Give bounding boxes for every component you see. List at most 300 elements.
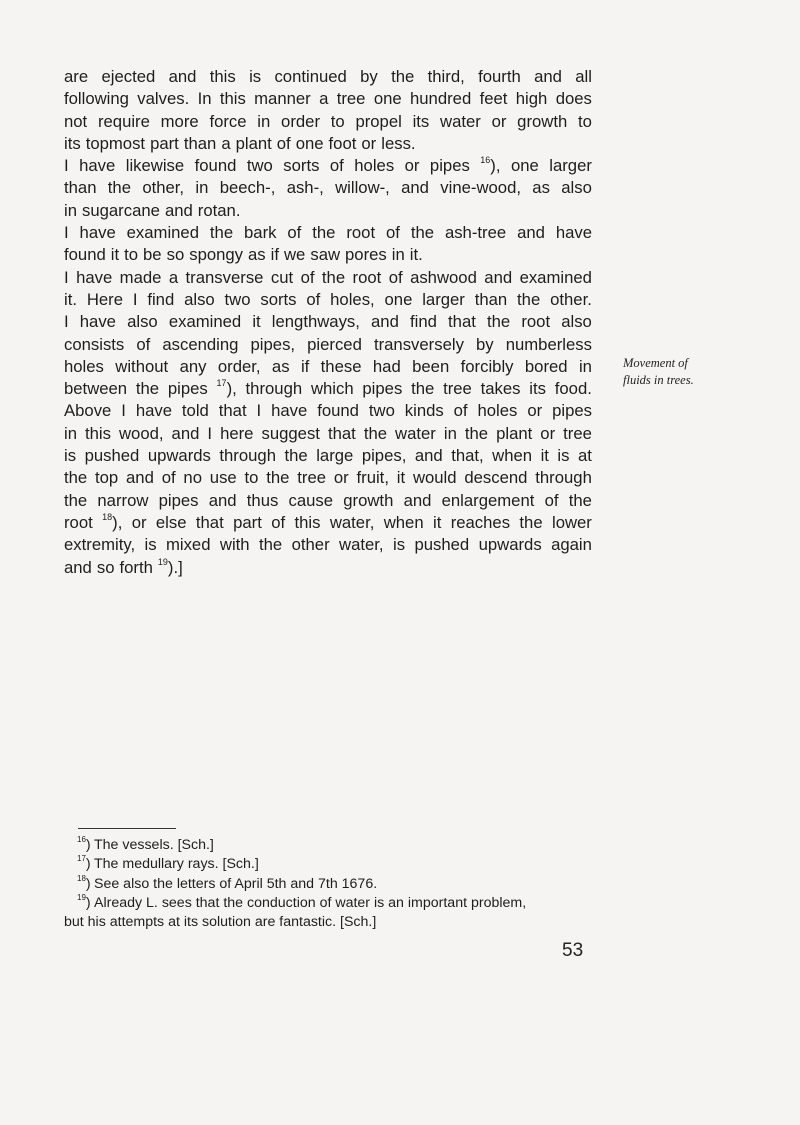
word: two xyxy=(368,401,395,421)
word: so xyxy=(166,245,185,265)
text-line xyxy=(64,378,592,400)
word: one xyxy=(373,89,402,109)
word: lengthways, xyxy=(271,312,360,332)
word: as xyxy=(248,245,266,265)
word: and xyxy=(164,200,193,220)
word: the xyxy=(487,312,511,332)
word: a xyxy=(168,267,179,287)
word: spongy xyxy=(189,245,244,265)
word: the xyxy=(410,223,435,243)
word: saw xyxy=(310,245,341,265)
word: by xyxy=(476,334,494,354)
word: one xyxy=(510,156,539,176)
word: more xyxy=(160,111,199,131)
word: ashwood xyxy=(410,267,477,287)
word: and xyxy=(168,67,197,86)
word: it xyxy=(252,312,261,332)
word: also xyxy=(184,289,215,309)
word: the xyxy=(284,446,308,466)
word: root xyxy=(64,512,93,532)
word: Above xyxy=(64,401,112,421)
footnote-marker: $^{19}$) xyxy=(77,892,91,911)
word: in xyxy=(391,245,405,265)
word: plant xyxy=(496,423,533,443)
word: pipes xyxy=(167,379,208,399)
word: vine-wood, xyxy=(440,178,521,198)
word: the xyxy=(363,423,388,443)
word: found xyxy=(317,401,359,421)
word: food. xyxy=(554,379,592,399)
text-line xyxy=(64,222,592,244)
word: I xyxy=(64,312,69,332)
word: its xyxy=(412,111,430,131)
word: and xyxy=(534,67,562,86)
text-line xyxy=(64,557,592,579)
word: it xyxy=(432,512,442,532)
word: of xyxy=(136,334,151,354)
text-line xyxy=(64,423,592,445)
word: fruit, xyxy=(356,468,389,488)
word: have xyxy=(135,401,172,421)
word: in xyxy=(64,200,77,220)
word: with xyxy=(219,535,250,555)
word: require xyxy=(97,111,150,131)
text-line xyxy=(64,445,592,467)
footnote-ref: 17 xyxy=(216,378,227,389)
word: of xyxy=(306,289,321,309)
word: its xyxy=(64,133,81,153)
word: $^{18}$), xyxy=(102,511,123,532)
word: it xyxy=(110,245,120,265)
word: order xyxy=(281,111,321,131)
word: Here xyxy=(86,289,123,309)
text-line xyxy=(64,177,592,199)
word: any xyxy=(179,356,207,376)
word: pipes xyxy=(429,156,470,176)
word: one xyxy=(384,289,413,309)
text-line xyxy=(64,88,592,110)
word: growth xyxy=(517,111,568,131)
word: force xyxy=(209,111,247,131)
word: pipes xyxy=(552,401,592,421)
word: than xyxy=(183,133,217,153)
word: root xyxy=(521,312,551,332)
word: pipes, xyxy=(361,446,407,466)
word: examined xyxy=(126,223,199,243)
word: is xyxy=(557,446,570,466)
word: of xyxy=(329,156,344,176)
text-line xyxy=(64,267,592,289)
word: tree xyxy=(443,379,472,399)
word: it. xyxy=(409,245,423,265)
word: ash-tree xyxy=(444,223,507,243)
word: other, xyxy=(142,178,185,198)
word: propel xyxy=(355,111,402,131)
word: in xyxy=(64,423,77,443)
word: pipes, xyxy=(250,334,296,354)
text-line xyxy=(64,289,592,311)
word: have xyxy=(271,401,308,421)
word: rotan. xyxy=(197,200,241,220)
text-line xyxy=(64,133,592,155)
word: in xyxy=(195,178,209,198)
word: bored xyxy=(524,356,568,376)
word: are xyxy=(64,67,89,86)
word: or xyxy=(527,401,543,421)
footnote-rule xyxy=(78,828,176,829)
word: also xyxy=(561,178,592,198)
word: that xyxy=(218,401,247,421)
word: examined xyxy=(168,312,242,332)
word: pores xyxy=(345,245,387,265)
word: I xyxy=(256,401,262,421)
word: is xyxy=(144,535,157,555)
word: of xyxy=(271,512,286,532)
word: the xyxy=(568,490,592,510)
text-line xyxy=(64,66,592,88)
word: extremity, xyxy=(64,535,136,555)
word: and xyxy=(484,267,513,287)
word: in xyxy=(578,356,592,376)
word: lower xyxy=(551,512,592,532)
word: this xyxy=(85,423,111,443)
footnote-text: See also the letters of April 5th and 7th 1676. xyxy=(94,875,378,892)
word: so xyxy=(96,557,115,577)
text-line xyxy=(64,534,592,556)
word: pierced xyxy=(307,334,362,354)
word: sorts xyxy=(260,289,297,309)
footnote xyxy=(64,836,592,855)
word: at xyxy=(577,446,592,466)
word: by xyxy=(360,67,378,86)
word: to xyxy=(578,111,592,131)
word: than xyxy=(474,289,508,309)
word: thus xyxy=(246,490,279,510)
word: and xyxy=(208,490,237,510)
footnote-marker: $^{17}$) xyxy=(77,854,91,873)
word: a xyxy=(319,89,329,109)
word: enlargement xyxy=(441,490,535,510)
word: cut xyxy=(270,267,294,287)
margin-note-line: fluids in trees. xyxy=(623,373,694,387)
word: beech-, xyxy=(219,178,276,198)
word: if xyxy=(300,356,310,376)
word: tree xyxy=(336,89,366,109)
word: following xyxy=(64,89,129,109)
word: pushed xyxy=(414,535,470,555)
word: takes xyxy=(480,379,521,399)
word: this xyxy=(294,512,321,532)
word: when xyxy=(383,512,424,532)
word: continued xyxy=(274,67,347,86)
word: root xyxy=(352,267,382,287)
word: through xyxy=(219,446,276,466)
word: this xyxy=(209,67,236,86)
word: I xyxy=(132,289,138,309)
text-line xyxy=(64,467,592,489)
word: the xyxy=(391,67,415,86)
word: root xyxy=(346,223,376,243)
word: ejected xyxy=(101,67,156,86)
footnote-text: The vessels. [Sch.] xyxy=(94,837,214,853)
word: top xyxy=(95,468,119,488)
text-line xyxy=(64,334,592,356)
word: larger xyxy=(422,289,465,309)
word: holes xyxy=(477,401,518,421)
word: the xyxy=(64,490,88,510)
word: foot xyxy=(328,133,357,153)
footnote-ref: 16 xyxy=(480,155,491,166)
word: we xyxy=(284,245,306,265)
word: bark xyxy=(244,223,277,243)
word: that xyxy=(448,312,476,332)
body-text xyxy=(64,66,592,579)
word: the xyxy=(258,535,283,555)
word: I xyxy=(64,267,69,287)
word: holes xyxy=(354,156,395,176)
word: the xyxy=(411,379,435,399)
word: again xyxy=(551,535,592,555)
word: and xyxy=(401,178,429,198)
text-line xyxy=(64,356,592,378)
word: else xyxy=(155,512,187,532)
word: these xyxy=(320,356,362,376)
word: the xyxy=(519,512,543,532)
word: of xyxy=(287,223,302,243)
word: ash-, xyxy=(286,178,324,198)
word: when xyxy=(492,446,533,466)
text-line xyxy=(64,490,592,512)
word: the xyxy=(107,178,131,198)
word: upwards xyxy=(147,446,211,466)
word: in xyxy=(443,423,457,443)
footnote-marker: $^{16}$) xyxy=(77,835,91,853)
word: or xyxy=(404,156,420,176)
word: in xyxy=(257,111,271,131)
footnote xyxy=(64,894,592,913)
word: is xyxy=(249,67,262,86)
word: it xyxy=(540,446,549,466)
word: pipes xyxy=(362,379,403,399)
word: $^{19}$).] xyxy=(157,556,183,577)
word: that xyxy=(327,423,356,443)
word: reaches xyxy=(450,512,511,532)
word: also xyxy=(561,312,592,332)
word: I xyxy=(207,423,213,443)
footnote xyxy=(64,875,592,894)
word: two xyxy=(246,156,273,176)
word: to xyxy=(124,245,139,265)
word: the xyxy=(321,267,346,287)
word: if xyxy=(270,245,279,265)
word: of xyxy=(161,468,176,488)
word: been xyxy=(412,356,450,376)
text-line xyxy=(64,244,592,266)
word: $^{17}$), xyxy=(216,378,237,399)
word: to xyxy=(330,111,345,131)
word: I xyxy=(64,156,69,176)
word: would xyxy=(412,468,457,488)
word: water, xyxy=(329,512,375,532)
footnotes xyxy=(64,836,592,932)
word: wood, xyxy=(119,423,164,443)
word: order, xyxy=(217,356,261,376)
text-line xyxy=(64,155,592,177)
word: other. xyxy=(550,289,592,309)
word: fourth xyxy=(478,67,521,86)
word: pipes xyxy=(158,490,199,510)
word: the xyxy=(464,423,489,443)
word: examined xyxy=(519,267,592,287)
word: that xyxy=(195,512,224,532)
word: consists xyxy=(64,334,125,354)
word: this xyxy=(219,89,246,109)
word: have xyxy=(79,223,116,243)
word: descend xyxy=(464,468,528,488)
word: through xyxy=(535,468,592,488)
word: which xyxy=(310,379,354,399)
word: of xyxy=(388,267,403,287)
text-line xyxy=(64,311,592,333)
word: and xyxy=(414,446,443,466)
word: forcibly xyxy=(460,356,514,376)
word: is xyxy=(392,535,406,555)
word: or xyxy=(540,423,556,443)
word: hundred xyxy=(410,89,472,109)
word: the xyxy=(266,468,290,488)
word: sorts xyxy=(283,156,320,176)
word: I xyxy=(64,223,69,243)
word: than xyxy=(64,178,97,198)
word: without xyxy=(115,356,169,376)
word: or xyxy=(491,111,507,131)
word: kinds xyxy=(404,401,444,421)
word: sugarcane xyxy=(82,200,160,220)
word: find xyxy=(410,312,437,332)
word: $^{16}$), xyxy=(480,155,501,176)
text-line xyxy=(64,400,592,422)
word: less. xyxy=(381,133,416,153)
word: tree xyxy=(563,423,592,443)
word: does xyxy=(555,89,592,109)
word: the xyxy=(312,223,336,243)
text-line xyxy=(64,512,592,534)
word: other xyxy=(291,535,330,555)
word: transversely xyxy=(373,334,464,354)
word: holes xyxy=(64,356,104,376)
word: growth xyxy=(343,490,394,510)
word: found xyxy=(194,156,237,176)
word: cause xyxy=(288,490,334,510)
margin-note-line: Movement of xyxy=(623,356,688,370)
word: pushed xyxy=(84,446,140,466)
word: likewise xyxy=(125,156,185,176)
text-line xyxy=(64,111,592,133)
word: all xyxy=(575,67,592,86)
word: holes, xyxy=(330,289,375,309)
word: find xyxy=(147,289,175,309)
word: as xyxy=(532,178,550,198)
word: or xyxy=(131,512,147,532)
footnote-text: Already L. sees that the conduction of water is an important problem, xyxy=(94,894,527,911)
word: manner xyxy=(254,89,311,109)
word: told xyxy=(181,401,209,421)
word: here xyxy=(220,423,254,443)
word: third, xyxy=(427,67,465,86)
word: part xyxy=(150,133,179,153)
word: have xyxy=(76,267,113,287)
word: water, xyxy=(339,535,384,555)
word: the xyxy=(517,289,541,309)
word: high xyxy=(515,89,548,109)
word: large xyxy=(316,446,354,466)
word: found xyxy=(64,245,106,265)
word: and xyxy=(517,223,545,243)
word: mixed xyxy=(165,535,211,555)
word: valves. xyxy=(137,89,190,109)
word: tree xyxy=(297,468,327,488)
word: that, xyxy=(451,446,484,466)
word: be xyxy=(143,245,162,265)
word: of xyxy=(300,267,315,287)
word: the xyxy=(209,223,234,243)
footnote-ref: 19 xyxy=(157,556,168,567)
word: transverse xyxy=(185,267,264,287)
word: I xyxy=(121,401,126,421)
footnote-ref: 18 xyxy=(102,511,113,522)
word: and xyxy=(403,490,432,510)
word: narrow xyxy=(97,490,149,510)
word: of xyxy=(453,401,468,421)
word: through xyxy=(245,379,303,399)
word: ascending xyxy=(162,334,239,354)
word: larger xyxy=(549,156,592,176)
word: and xyxy=(64,557,92,577)
word: have xyxy=(79,156,116,176)
word: numberless xyxy=(505,334,592,354)
word: and xyxy=(126,468,154,488)
word: of xyxy=(386,223,400,243)
page-number: 53 xyxy=(562,940,584,961)
word: use xyxy=(209,468,237,488)
word: and xyxy=(371,312,399,332)
word: water xyxy=(395,423,436,443)
word: not xyxy=(64,111,88,131)
word: In xyxy=(197,89,212,109)
footnote xyxy=(64,855,592,874)
word: one xyxy=(295,133,324,153)
word: no xyxy=(183,468,202,488)
word: it xyxy=(396,468,406,488)
word: it. xyxy=(64,289,77,309)
word: water xyxy=(440,111,481,131)
word: willow-, xyxy=(335,178,390,198)
word: of xyxy=(544,490,559,510)
footnote-text: but his attempts at its solution are fantastic. [Sch.] xyxy=(64,914,377,931)
word: is xyxy=(64,446,77,466)
word: topmost xyxy=(85,133,146,153)
word: feet xyxy=(479,89,508,109)
word: the xyxy=(64,468,88,488)
word: or xyxy=(361,133,377,153)
word: to xyxy=(244,468,259,488)
margin-note xyxy=(623,355,694,389)
word: two xyxy=(224,289,251,309)
word: suggest xyxy=(261,423,320,443)
word: have xyxy=(555,223,592,243)
footnote-text: The medullary rays. [Sch.] xyxy=(94,856,259,873)
word: made xyxy=(119,267,162,287)
